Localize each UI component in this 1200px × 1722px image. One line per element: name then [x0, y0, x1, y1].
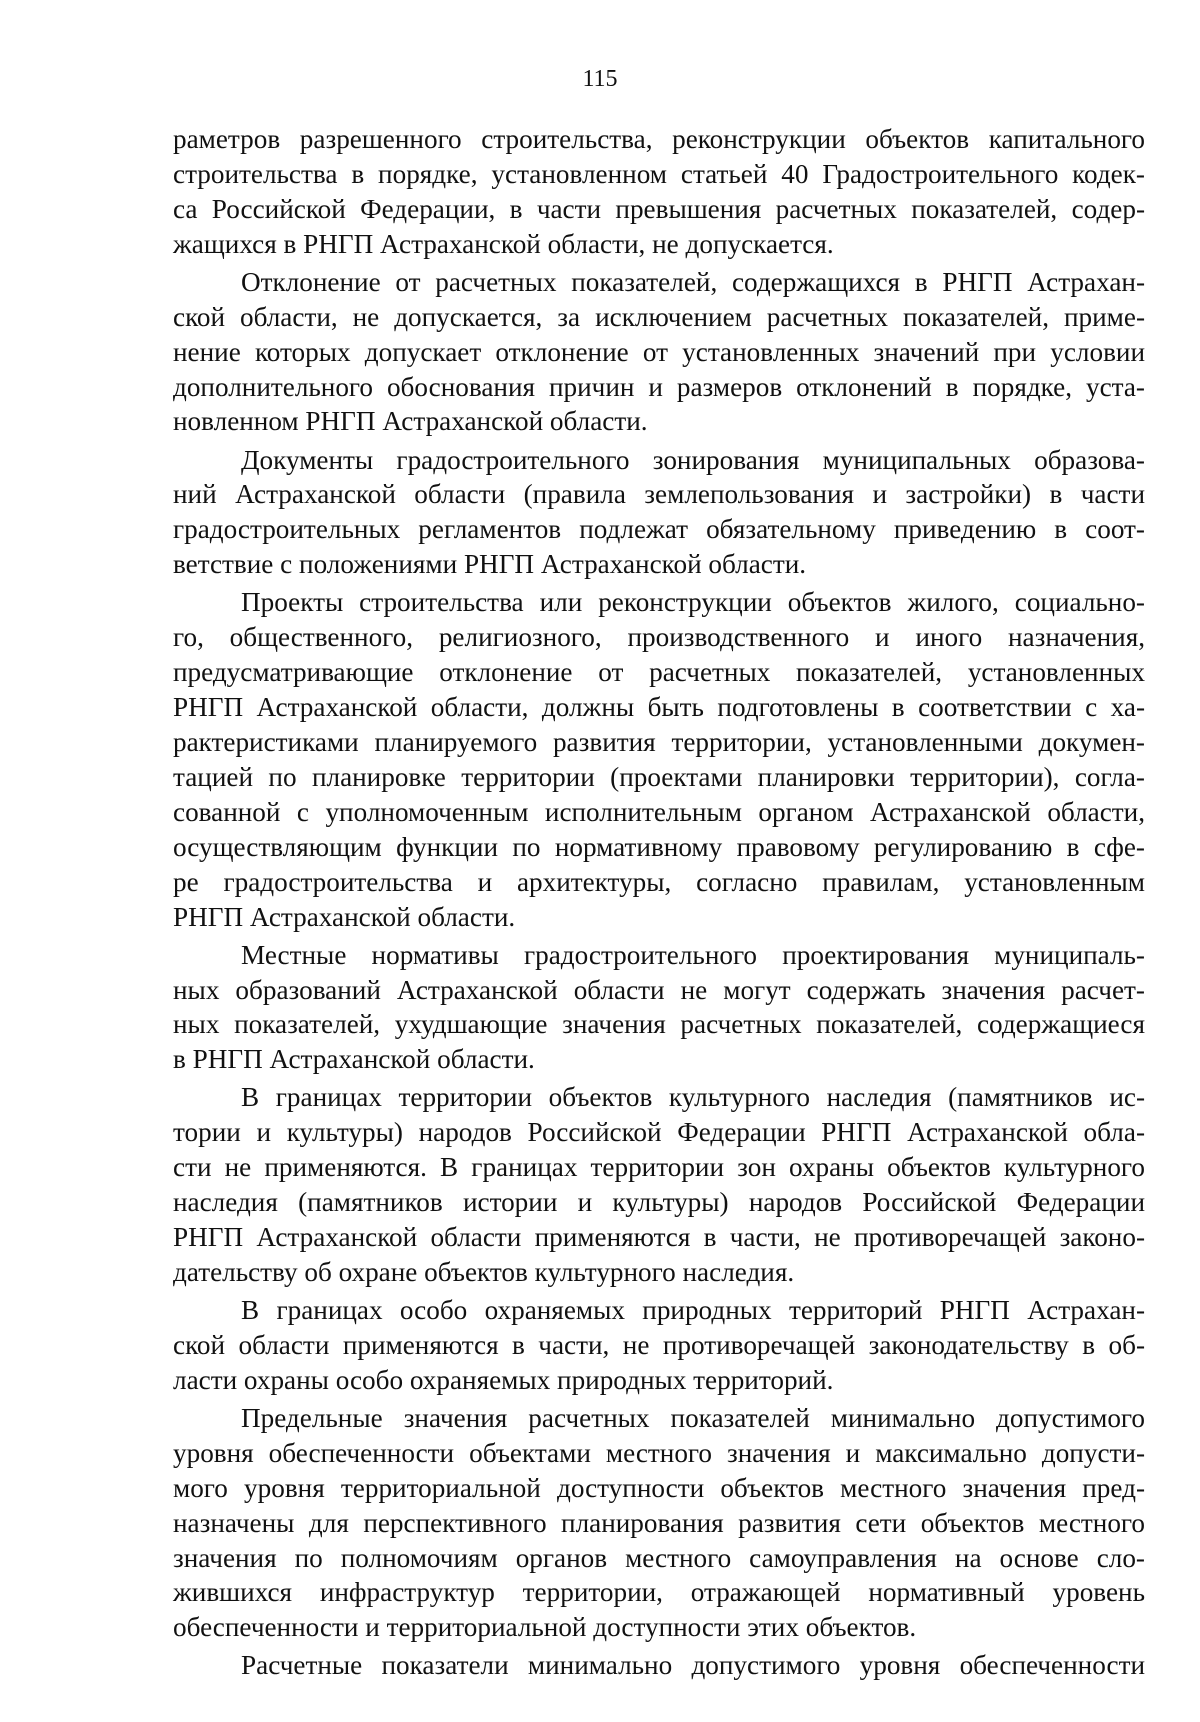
paragraph	[173, 1401, 1145, 1645]
text-line: Отклонение от расчетных показателей, содержащихся в РНГП Астрахан-	[241, 266, 1145, 297]
paragraph	[173, 122, 1145, 262]
text-line: назначены для перспективного планирования развития сети объектов местного	[173, 1507, 1145, 1538]
text-line: в РНГП Астраханской области.	[173, 1044, 535, 1075]
text-line: осуществляющим функции по нормативному правовому регулированию в сфе-	[173, 831, 1145, 862]
text-line: го, общественного, религиозного, производственного и иного назначения,	[173, 622, 1145, 653]
text-line: Расчетные показатели минимально допустимого уровня обеспеченности	[241, 1650, 1145, 1681]
paragraph	[173, 443, 1145, 583]
paragraph	[173, 585, 1145, 934]
text-line: уровня обеспеченности объектами местного значения и максимально допусти-	[173, 1437, 1145, 1468]
text-line: РНГП Астраханской области.	[173, 901, 516, 932]
text-line: обеспеченности и территориальной доступности этих объектов.	[173, 1612, 917, 1643]
text-line: Предельные значения расчетных показателей минимально допустимого	[241, 1402, 1145, 1433]
text-line: РНГП Астраханской области, должны быть подготовлены в соответствии с ха-	[173, 692, 1145, 723]
text-line: новленном РНГП Астраханской области.	[173, 406, 648, 437]
text-line: сти не применяются. В границах территории зон охраны объектов культурного	[173, 1152, 1145, 1183]
text-line: строительства в порядке, установленном статьей 40 Градостроительного кодек-	[173, 158, 1145, 189]
text-line: наследия (памятников истории и культуры) народов Российской Федерации	[173, 1187, 1145, 1218]
paragraph	[173, 938, 1145, 1078]
text-line: ской области, не допускается, за исключением расчетных показателей, приме-	[173, 301, 1145, 332]
text-line: предусматривающие отклонение от расчетных показателей, установленных	[173, 657, 1145, 688]
paragraph	[173, 1080, 1145, 1289]
text-line: жащихся в РНГП Астраханской области, не допускается.	[173, 228, 834, 259]
text-line: рактеристиками планируемого развития территории, установленными докумен-	[173, 726, 1145, 757]
text-line: ных образований Астраханской области не могут содержать значения расчет-	[173, 974, 1145, 1005]
paragraph	[173, 1648, 1145, 1683]
text-line: са Российской Федерации, в части превышения расчетных показателей, содер-	[173, 193, 1145, 224]
text-line: ний Астраханской области (правила землепользования и застройки) в части	[173, 479, 1145, 510]
text-line: градостроительных регламентов подлежат обязательному приведению в соот-	[173, 514, 1145, 545]
text-line: раметров разрешенного строительства, реконструкции объектов капитального	[173, 124, 1145, 154]
text-line: дательству об охране объектов культурного наследия.	[173, 1256, 795, 1287]
text-line: нение которых допускает отклонение от установленных значений при условии	[173, 336, 1145, 367]
text-line: В границах территории объектов культурного наследия (памятников ис-	[241, 1082, 1145, 1113]
text-line: сованной с уполномоченным исполнительным органом Астраханской области,	[173, 796, 1145, 827]
text-line: РНГП Астраханской области применяются в части, не противоречащей законо-	[173, 1222, 1145, 1253]
text-line: Местные нормативы градостроительного проектирования муниципаль-	[241, 939, 1145, 970]
paragraph	[173, 1293, 1145, 1398]
page-number: 115	[582, 66, 618, 92]
text-line: значения по полномочиям органов местного самоуправления на основе сло-	[173, 1542, 1145, 1573]
text-line: ре градостроительства и архитектуры, согласно правилам, установленным	[173, 866, 1145, 897]
paragraph	[173, 265, 1145, 440]
text-line: ской области применяются в части, не противоречащей законодательству в об-	[173, 1329, 1145, 1360]
text-line: ных показателей, ухудшающие значения расчетных показателей, содержащиеся	[173, 1009, 1145, 1040]
text-line: тории и культуры) народов Российской Федерации РНГП Астраханской обла-	[173, 1117, 1145, 1148]
text-line: ласти охраны особо охраняемых природных территорий.	[173, 1364, 834, 1395]
text-line: ветствие с положениями РНГП Астраханской области.	[173, 549, 807, 580]
text-line: Проекты строительства или реконструкции объектов жилого, социально-	[241, 587, 1145, 618]
text-line: Документы градостроительного зонирования муниципальных образова-	[241, 444, 1145, 475]
document-body	[173, 122, 1145, 1683]
text-line: жившихся инфраструктур территории, отражающей нормативный уровень	[173, 1577, 1145, 1608]
text-line: тацией по планировке территории (проектами планировки территории), согла-	[173, 761, 1145, 792]
text-line: мого уровня территориальной доступности объектов местного значения пред-	[173, 1472, 1145, 1503]
text-line: В границах особо охраняемых природных территорий РНГП Астрахан-	[241, 1295, 1145, 1326]
text-line: дополнительного обоснования причин и размеров отклонений в порядке, уста-	[173, 371, 1145, 402]
